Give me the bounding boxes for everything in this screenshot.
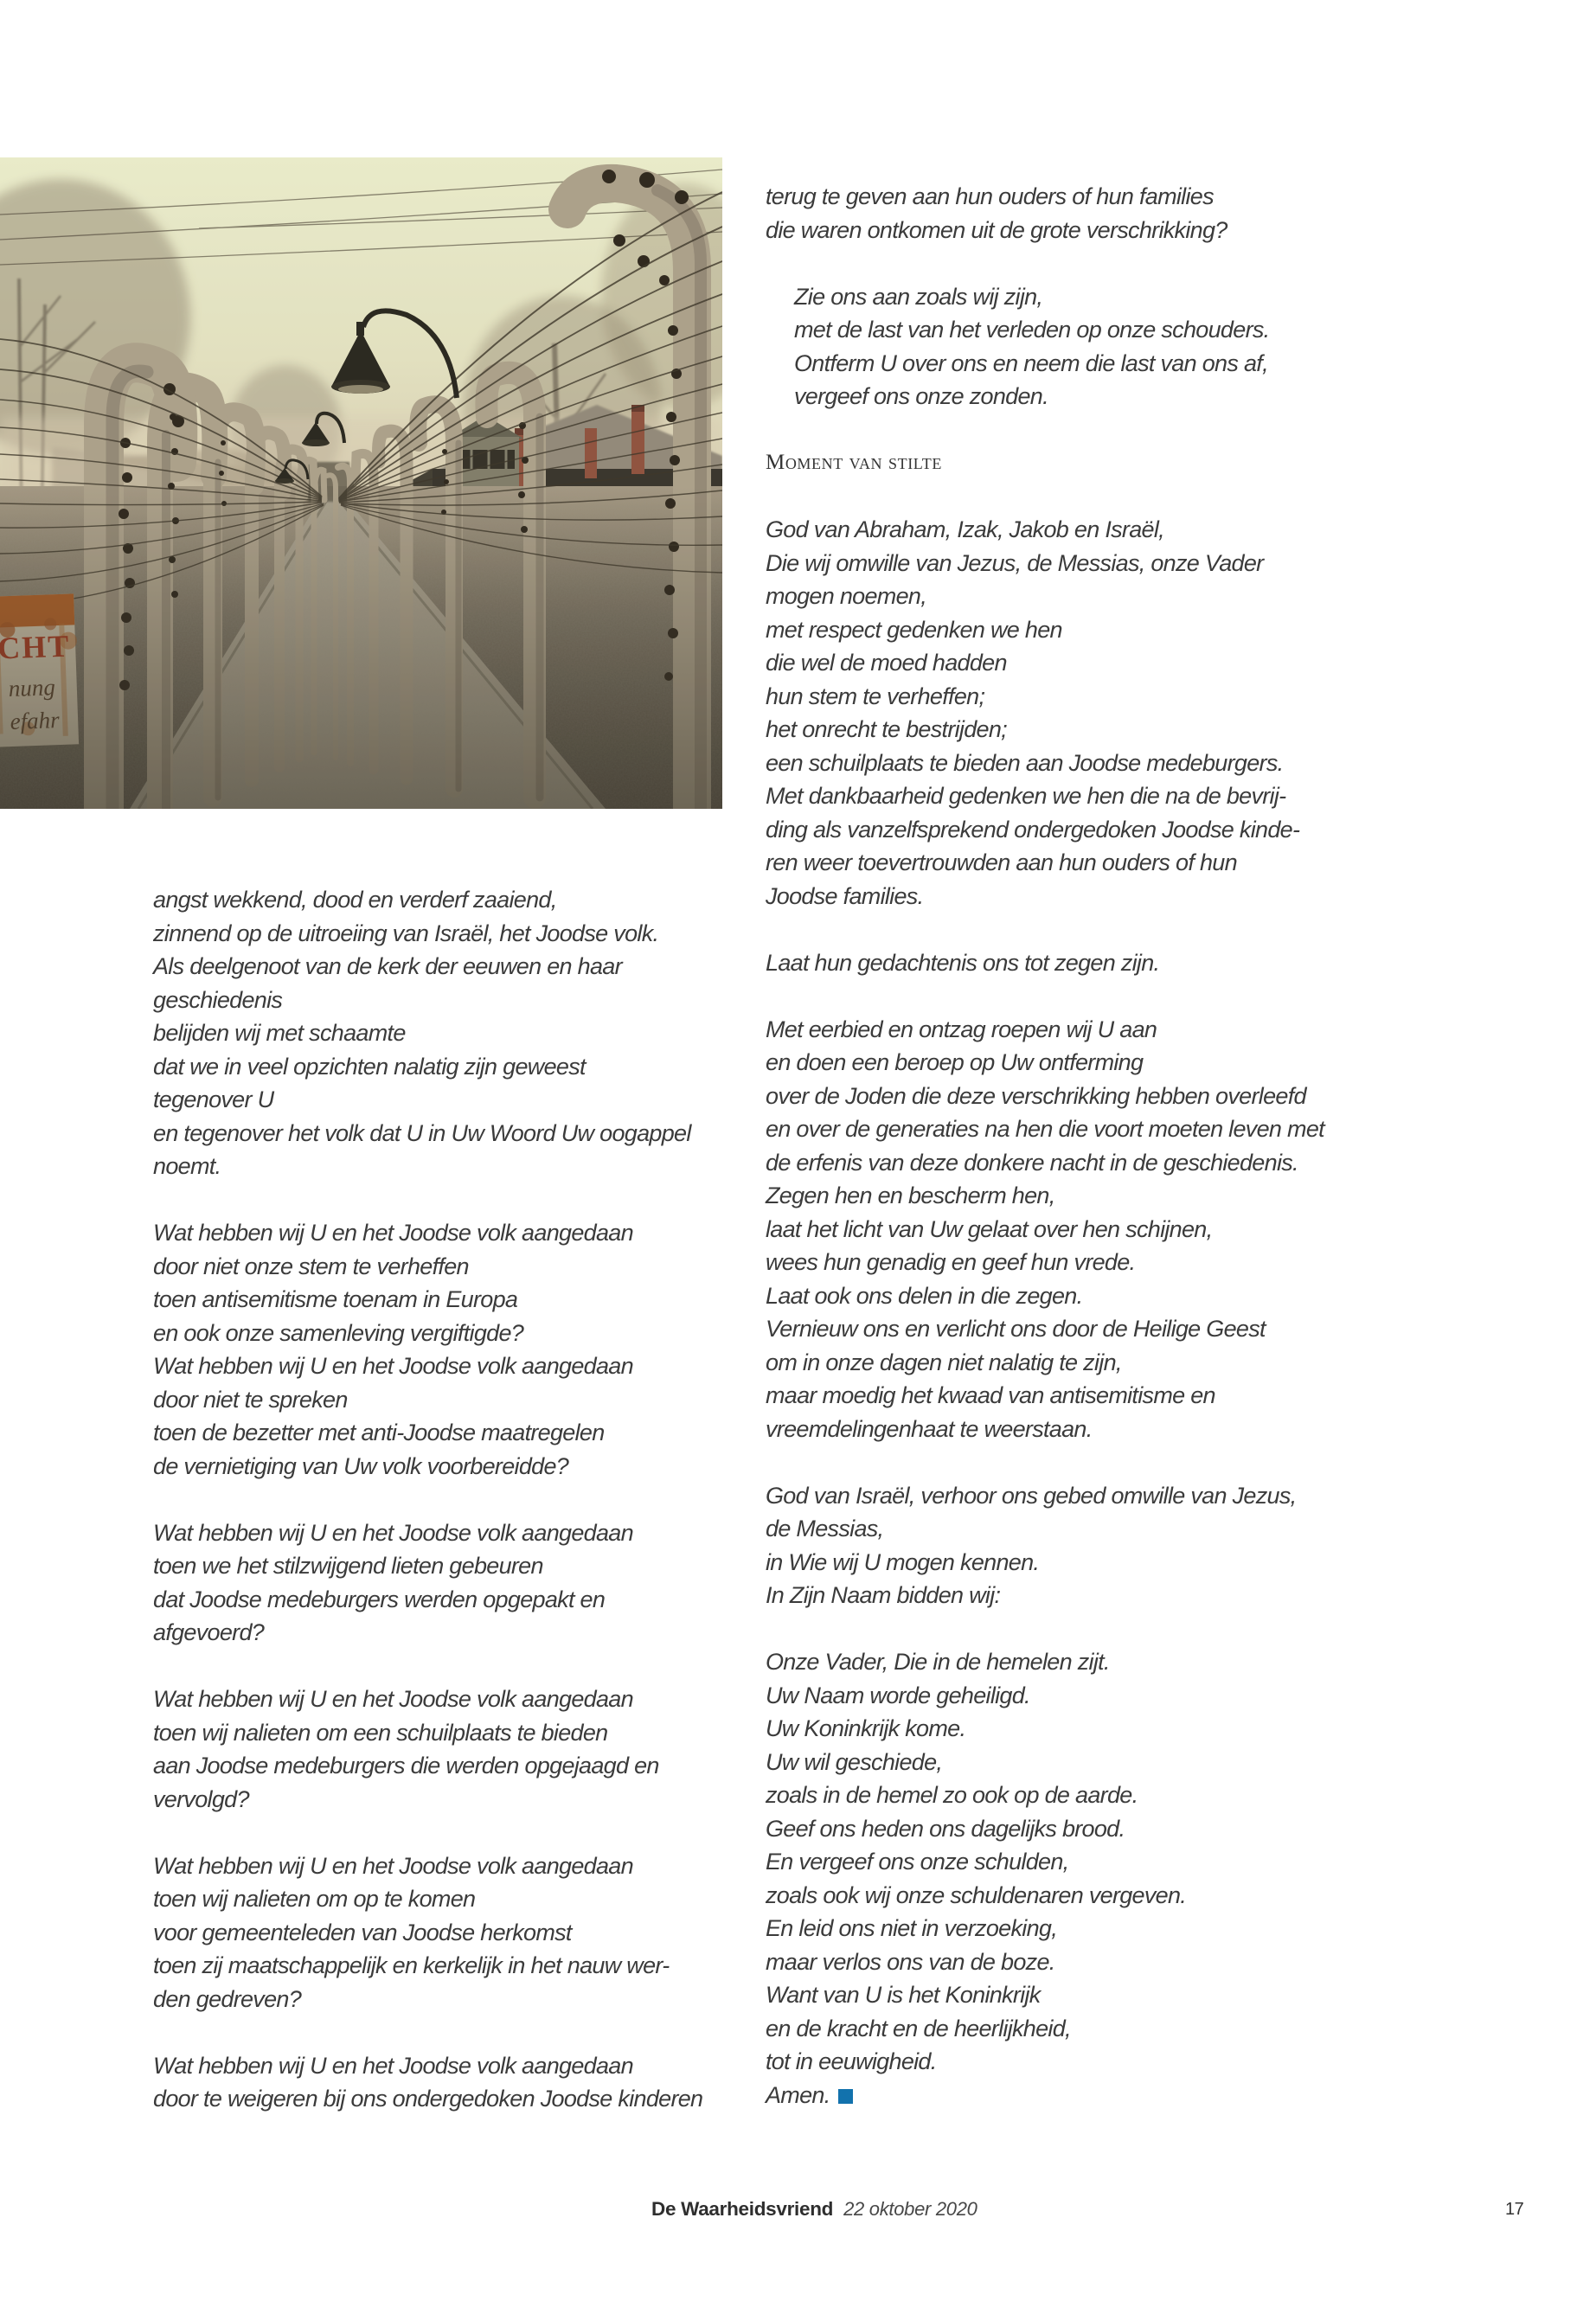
text-line: Amen. [766, 2079, 1324, 2112]
text-line: de Messias, [766, 1516, 884, 1541]
text-line: Wat hebben wij U en het Joodse volk aangedaan [153, 2052, 633, 2079]
text-line: En leid ons niet in verzoeking, [766, 1915, 1058, 1941]
text-line: toen zij maatschappelijk en kerkelijk in het nauw wer- [153, 1952, 670, 1978]
text-line: een schuilplaats te bieden aan Joodse medeburgers. [766, 749, 1284, 776]
text-line: God van Abraham, Izak, Jakob en Israël, [766, 516, 1164, 542]
text-line: Ontferm U over ons en neem die last van ons af, [794, 349, 1268, 376]
text-line: angst wekkend, dood en verderf zaaiend, [153, 887, 557, 913]
text-line: maar moedig het kwaad van antisemitisme en [766, 1382, 1215, 1408]
text-line: in Wie wij U mogen kennen. [766, 1548, 1040, 1575]
text-line: wees hun genadig en geef hun vrede. [766, 1249, 1136, 1275]
text-line: Met dankbaarheid gedenken we hen die na de bevrij- [766, 783, 1286, 809]
prayer-paragraph [766, 513, 1324, 913]
issue-date: 22 oktober 2020 [843, 2198, 977, 2220]
text-line: zoals in de hemel zo ook op de aarde. [766, 1782, 1138, 1808]
text-line: Laat hun gedachtenis ons tot zegen zijn. [766, 949, 1160, 976]
text-line: Zegen hen en bescherm hen, [766, 1183, 1055, 1208]
text-line: ren weer toevertrouwden aan hun ouders of hun [766, 849, 1237, 875]
text-line: Vernieuw ons en verlicht ons door de Heilige Geest [766, 1316, 1266, 1342]
text-line: en doen een beroep op Uw ontferming [766, 1049, 1144, 1075]
text-line: Wat hebben wij U en het Joodse volk aangedaan [153, 1686, 633, 1712]
prayer-paragraph [766, 180, 1324, 247]
text-line: tot in eeuwigheid. [766, 2048, 937, 2074]
prayer-text-column-left [153, 883, 702, 2116]
text-line: maar verlos ons van de boze. [766, 1948, 1055, 1975]
text-line: toen wij nalieten om op te komen [153, 1886, 476, 1912]
text-line: afgevoerd? [153, 1619, 265, 1645]
text-line: vervolgd? [153, 1785, 249, 1812]
text-line: toen de bezetter met anti-Joodse maatregelen [153, 1420, 605, 1445]
text-line: en ook onze samenleving vergiftigde? [153, 1319, 524, 1346]
text-line: toen we het stilzwijgend lieten gebeuren [153, 1553, 543, 1579]
text-line: den gedreven? [153, 1985, 302, 2012]
text-line: terug te geven aan hun ouders of hun families [766, 183, 1214, 209]
section-heading-moment-van-stilte: Moment van stilte [766, 451, 942, 474]
text-line: hun stem te verheffen; [766, 683, 985, 709]
photo-illustration [0, 157, 722, 809]
prayer-text-column-right [766, 180, 1324, 2112]
text-line: door niet te spreken [153, 1386, 348, 1413]
text-line: tegenover U [153, 1086, 274, 1112]
text-line: toen wij nalieten om een schuilplaats te bieden [153, 1719, 608, 1746]
text-line: mogen noemen, [766, 583, 927, 609]
text-line: Want van U is het Koninkrijk [766, 1982, 1041, 2008]
text-line: vreemdelingenhaat te weerstaan. [766, 1415, 1093, 1442]
text-line: Die wij omwille van Jezus, de Messias, onze Vader [766, 549, 1264, 576]
prayer-paragraph [153, 1682, 702, 1816]
haze-overlay [0, 157, 722, 809]
text-line: door niet onze stem te verheffen [153, 1253, 469, 1279]
text-line: die wel de moed hadden [766, 650, 1007, 676]
text-line: en over de generaties na hen die voort moeten leven met [766, 1116, 1324, 1142]
text-line: met de last van het verleden op onze schouders. [794, 317, 1270, 343]
text-line: Uw Naam worde geheiligd. [766, 1682, 1030, 1708]
prayer-paragraph [766, 946, 1324, 980]
text-line: over de Joden die deze verschrikking hebben overleefd [766, 1082, 1306, 1109]
text-line: dat we in veel opzichten nalatig zijn geweest [153, 1053, 586, 1080]
end-of-article-marker [838, 2089, 853, 2104]
text-line: ding als vanzelfsprekend ondergedoken Joodse kinde- [766, 816, 1300, 843]
text-line: God van Israël, verhoor ons gebed omwille van Jezus, [766, 1482, 1297, 1509]
text-line: aan Joodse medeburgers die werden opgejaagd en [153, 1753, 659, 1779]
prayer-paragraph [153, 883, 702, 1183]
text-line: In Zijn Naam bidden wij: [766, 1582, 1001, 1608]
prayer-paragraph [766, 1013, 1324, 1446]
text-line: Uw Koninkrijk kome. [766, 1715, 966, 1741]
text-line: Wat hebben wij U en het Joodse volk aangedaan [153, 1852, 633, 1879]
prayer-paragraph [153, 1849, 702, 2016]
text-line: noemt. [153, 1153, 221, 1179]
text-line: Laat ook ons delen in die zegen. [766, 1282, 1083, 1309]
page-footer [651, 2198, 977, 2224]
text-line: Zie ons aan zoals wij zijn, [794, 283, 1043, 310]
text-line: die waren ontkomen uit de grote verschrikking? [766, 216, 1227, 243]
prayer-paragraph [153, 2049, 702, 2116]
text-line: de vernietiging van Uw volk voorbereidde? [153, 1452, 569, 1479]
text-line: Wat hebben wij U en het Joodse volk aangedaan [153, 1220, 633, 1246]
text-line: belijden wij met schaamte [153, 1020, 406, 1046]
text-line: vergeef ons onze zonden. [794, 383, 1048, 409]
article-photo-barbed-wire-camp [0, 157, 722, 809]
text-line: Wat hebben wij U en het Joodse volk aangedaan [153, 1519, 633, 1546]
text-line: met respect gedenken we hen [766, 616, 1062, 643]
text-line: om in onze dagen niet nalatig te zijn, [766, 1349, 1122, 1375]
text-line: en tegenover het volk dat U in Uw Woord Uw oogappel [153, 1119, 691, 1146]
text-line: Als deelgenoot van de kerk der eeuwen en haar [153, 953, 622, 979]
prayer-paragraph [766, 1479, 1324, 1612]
magazine-title: De Waarheidsvriend [651, 2198, 834, 2220]
text-line: zoals ook wij onze schuldenaren vergeven. [766, 1881, 1187, 1908]
text-line: Wat hebben wij U en het Joodse volk aangedaan [153, 1353, 633, 1379]
text-line: en de kracht en de heerlijkheid, [766, 2015, 1071, 2041]
text-line: En vergeef ons onze schulden, [766, 1849, 1069, 1875]
page-number: 17 [1505, 2200, 1524, 2219]
prayer-paragraph [153, 1216, 702, 1483]
text-line: toen antisemitisme toenam in Europa [153, 1286, 518, 1312]
text-line: Uw wil geschiede, [766, 1748, 943, 1775]
text-line: de erfenis van deze donkere nacht in de geschiedenis. [766, 1149, 1298, 1176]
text-line: door te weigeren bij ons ondergedoken Joodse kinderen [153, 2086, 703, 2112]
text-line: Onze Vader, Die in de hemelen zijt. [766, 1649, 1110, 1675]
prayer-paragraph [766, 280, 1324, 413]
text-line: Geef ons heden ons dagelijks brood. [766, 1815, 1125, 1842]
text-line: laat het licht van Uw gelaat over hen schijnen, [766, 1215, 1213, 1242]
text-line: voor gemeenteleden van Joodse herkomst [153, 1919, 572, 1945]
text-line: Joodse families. [766, 882, 924, 909]
text-line: dat Joodse medeburgers werden opgepakt en [153, 1586, 606, 1612]
prayer-paragraph [766, 1645, 1324, 2112]
prayer-paragraph [153, 1516, 702, 1650]
text-line: het onrecht te bestrijden; [766, 716, 1007, 742]
text-line: zinnend op de uitroeiing van Israël, het Joodse volk. [153, 920, 659, 946]
text-line: Met eerbied en ontzag roepen wij U aan [766, 1016, 1157, 1042]
text-line: geschiedenis [153, 986, 283, 1013]
